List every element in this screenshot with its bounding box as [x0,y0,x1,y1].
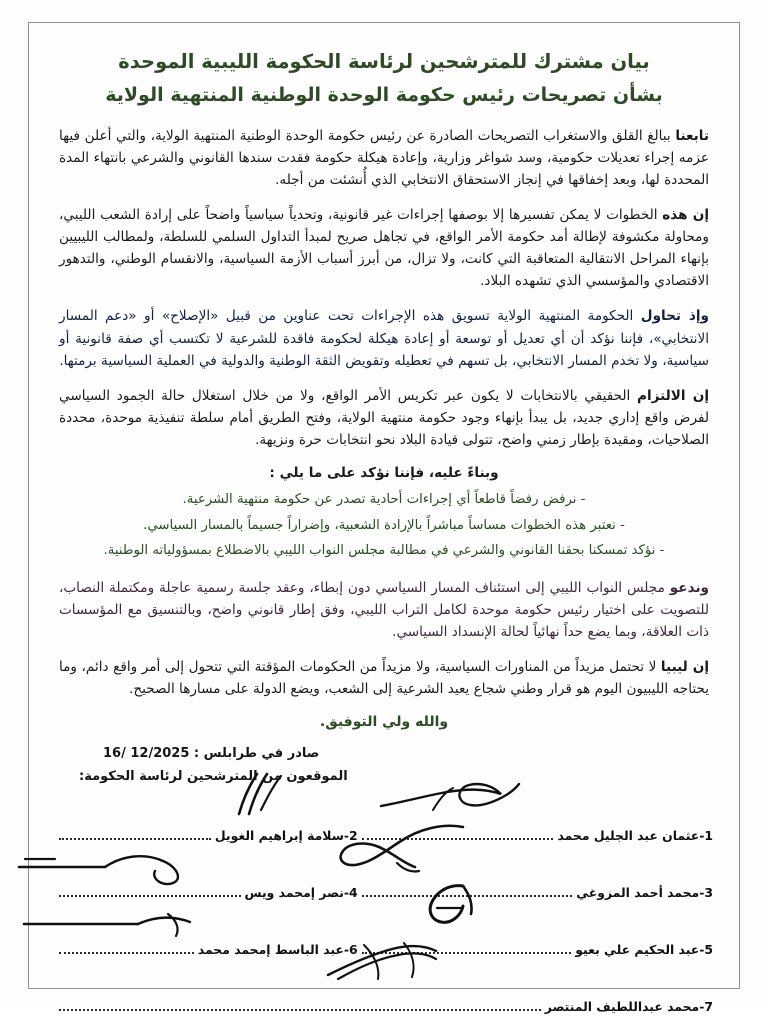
paragraph-6-text: لا تحتمل مزيداً من المناورات السياسية، ولا مزيداً من الحكومات المؤقتة التي تتحول إلى أمر واقع دائم، وما يحتاجه الليبيون اليوم هو قرار وطني شجاع يعيد الشرعية إلى الشعب، ويضع الدولة على مسارها الصحيح. [59,659,709,698]
signer-name: عبد الباسط إمحمد محمد [197,942,344,958]
closing-line: والله ولي التوفيق. [319,714,449,731]
list-item: - نؤكد تمسكنا بحقنا القانوني والشرعي في مطالبة مجلس النواب الليبي بالاضطلاع بمسؤولياته الوطنية. [103,543,665,559]
signature-cell [358,885,713,904]
document-title-block [55,45,713,112]
paragraph-6-lead: إن ليبيا [660,659,709,676]
signature-dotted-line [362,838,554,840]
signature-cell [55,828,358,847]
list-item: - نعتبر هذه الخطوات مساساً مباشراً بالإرادة الشعبية، وإضراراً جسيماً بالمسار السياسي. [143,517,625,533]
signer-name: محمد أحمد المزوغي [576,885,700,901]
signature-cell [55,999,713,1018]
list-item: - نرفض رفضاً قاطعاً أي إجراءات أحادية تصدر عن حكومة منتهية الشرعية. [182,491,586,507]
signature-dotted-line [59,1009,541,1011]
signature-row [55,904,713,961]
signature-dotted-line [59,838,211,840]
paragraph-3 [59,305,709,371]
paragraph-2-lead: إن هذه [662,207,709,224]
demands-list [55,487,713,565]
paragraph-4 [59,385,709,451]
signature-cell [55,885,358,904]
signature-block [55,790,713,1018]
date-prefix: صادر في طرابلس : [189,746,320,762]
paragraph-4-lead: إن الالتزام [637,387,709,404]
signer-name: عبد الحكيم علي بعيو [575,942,700,958]
signature-row [55,790,713,847]
title-line-2: بشأن تصريحات رئيس حكومة الوحدة الوطنية المنتهية الولاية [105,84,663,107]
signer-number: 3- [699,885,713,901]
title-line-1: بيان مشترك للمترشحين لرئاسة الحكومة الليبية الموحدة [118,50,650,73]
signer-name: نصر إمحمد ويس [244,885,344,901]
paragraph-2 [59,204,709,292]
document-sheet [28,22,740,1015]
paragraph-1-lead: تابعنا [675,128,709,145]
signature-row [55,847,713,904]
handwritten-signature [18,906,218,942]
paragraph-5-lead: وندعو [669,580,709,597]
signer-number: 7- [699,999,713,1015]
paragraph-2-text: الخطوات لا يمكن تفسيرها إلا بوصفها إجراءات غير قانونية، وتحدياً سياسياً واضحاً على إرادة الشعب الليبي، ومحاولة مكشوفة لإطالة أمد حكومة الأمر الواقع، في تجاهل صريح لمبدأ التداول السلمي للسلطة، ولمطالب الليبيين بإنهاء المراحل الانتقالية المتعاقبة التي كانت، ولا تزال، من أبرز أسباب الأزمة السياسية، والانقسام الوطني، والتدهور الاقتصادي والمؤسسي الذي تشهده البلاد. [59,207,709,290]
signer-number: 4- [343,885,358,901]
date-value: 16/ 12/2025 [103,746,190,762]
signer-name: سلامة إبراهيم الغويل [214,828,344,844]
signature-dotted-line [362,952,572,954]
handwritten-signature [13,847,213,887]
paragraph-6 [59,656,709,700]
signer-number: 2- [343,828,358,844]
paragraph-4-text: الحقيقي بالانتخابات لا يكون عبر تكريس الأمر الواقع، ولا من خلال استغلال حالة الجمود السياسي لفرض واقع إداري جديد، بل يبدأ بإنهاء وجود حكومة منتهية الولاية، وفتح الطريق أمام سلطة تنفيذية موحدة، محددة الصلاحيات، ومقيدة بإطار زمني واضح، تتولى قيادة البلاد نحو انتخابات حرة ونزيهة. [59,387,709,448]
signature-cell [358,828,713,847]
signature-row [55,961,713,1018]
signer-number: 5- [699,942,713,958]
signature-dotted-line [362,895,573,897]
signer-number: 6- [343,942,358,958]
signer-number: 1- [699,828,713,844]
paragraph-1-text: ببالغ القلق والاستغراب التصريحات الصادرة عن رئيس حكومة الوحدة الوطنية المنتهية الولاية، والتي أعلن فيها عزمه إجراء تعديلات حكومية، وسد شواغر وزارية، وإعادة هيكلة حكومة فقدت سندها القانوني والشرعي بانتهاء المدة المحددة لها، وبعد إخفاقها في إنجاز الاستحقاق الانتخابي الذي أُنشئت من أجله. [59,128,709,189]
paragraph-5-text: مجلس النواب الليبي إلى استئناف المسار السياسي دون إبطاء، وعقد جلسة رسمية عاجلة ومكتملة النصاب، للتصويت على اختيار رئيس حكومة موحدة لكامل التراب الليبي، وفق إطار قانوني واضح، وبالتنسيق مع المؤسسات ذات العلاقة، وبما يضع حداً نهائياً لحالة الإنسداد السياسي. [59,580,709,641]
signature-dotted-line [59,952,194,954]
paragraph-3-text: الحكومة المنتهية الولاية تسويق هذه الإجراءات تحت عناوين من قبيل «الإصلاح» أو «دعم المسار الانتخابي»، فإننا نؤكد أن أي تعديل أو توسعة أو إعادة هيكلة لحكومة فاقدة للشرعية لا تكتسب أي صفة قانونية أو سياسية، ولا تخدم المسار الانتخابي، بل تسهم في تعطيله وتقويض الثقة الوطنية والدولية في العملية السياسية برمتها. [59,308,709,369]
affirmation-intro: وبناءً عليه، فإننا نؤكد على ما يلي : [269,464,499,481]
signature-dotted-line [59,895,241,897]
signature-cell [358,942,713,961]
signature-cell [55,942,358,961]
signers-label: الموقعون من المترشحين لرئاسة الحكومة: [79,769,348,785]
paragraph-5 [59,577,709,643]
signer-name: عثمان عبد الجليل محمد [557,828,700,844]
paragraph-3-lead: وإذ تحاول [640,308,709,325]
paragraph-1 [59,125,709,191]
footer-spacer [55,1018,713,1024]
signer-name: محمد عبداللطيف المنتصر [544,999,700,1015]
date-line [55,746,713,761]
